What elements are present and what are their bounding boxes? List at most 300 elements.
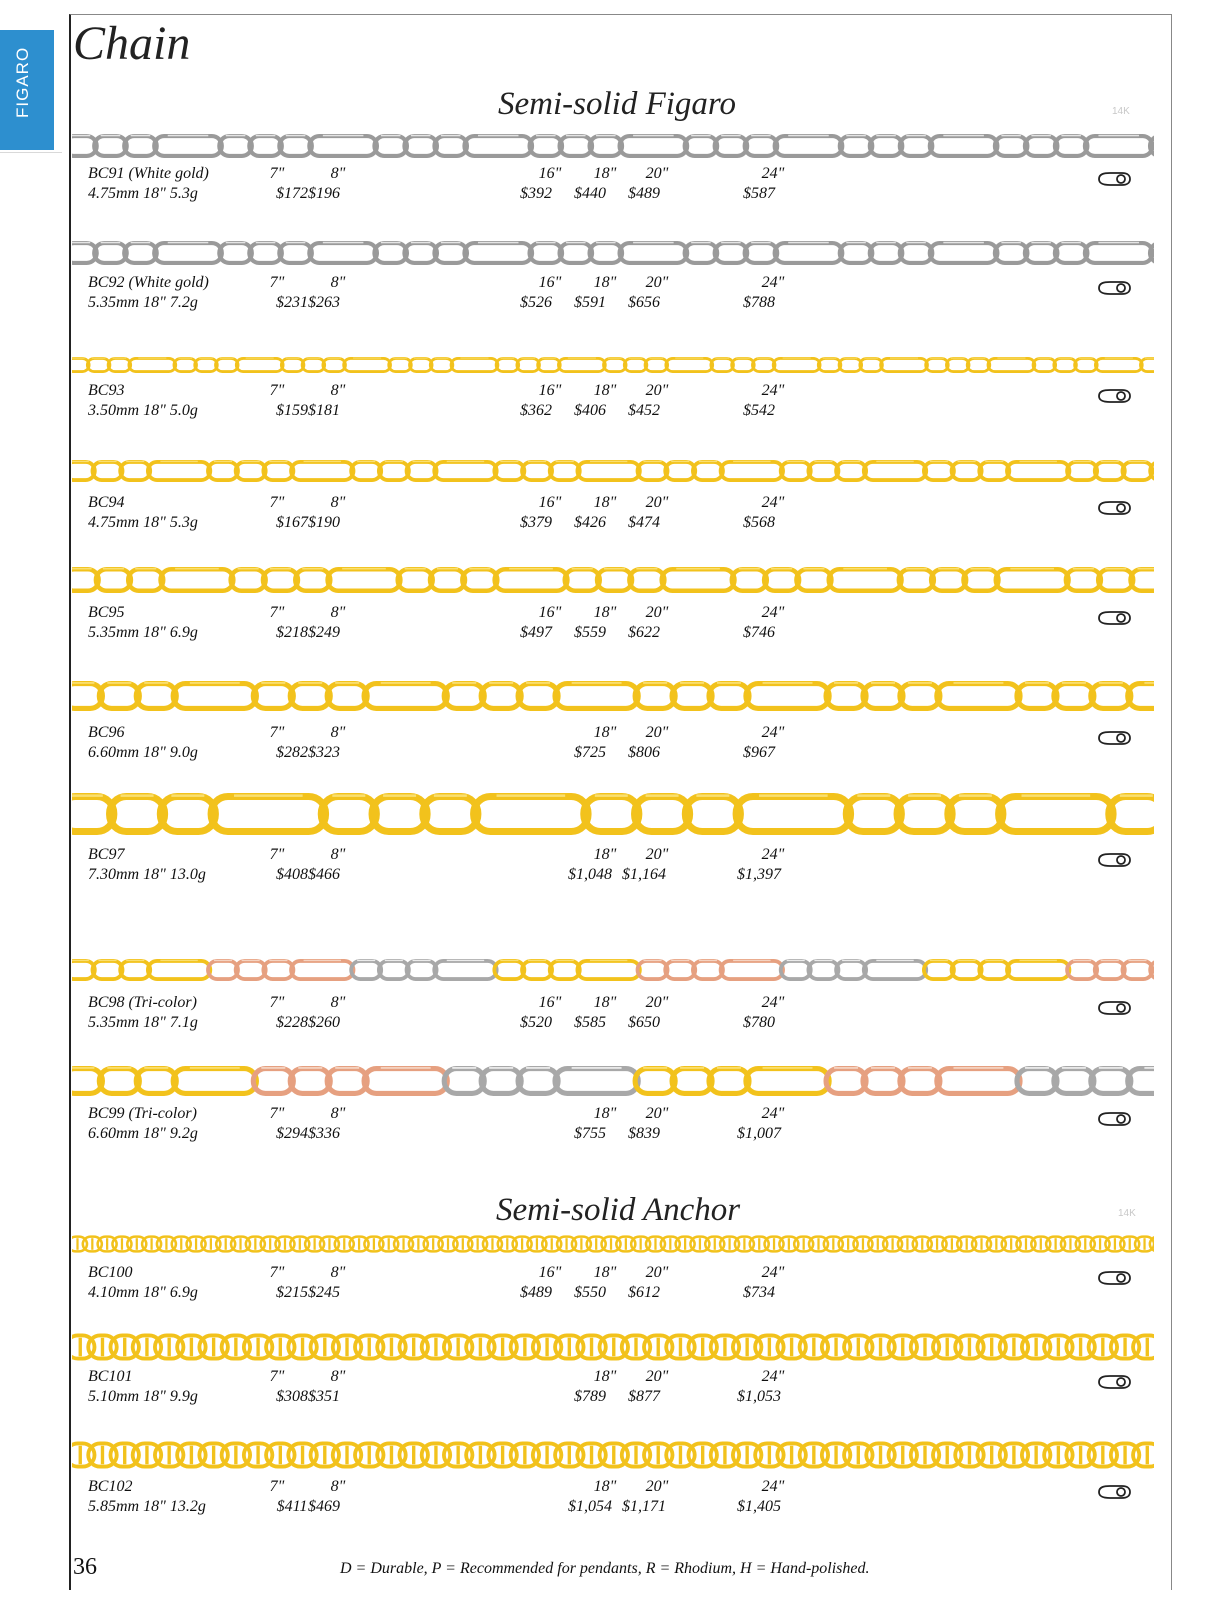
chain-link-short — [836, 961, 866, 979]
price-16: $526 — [520, 294, 552, 311]
chain-link-long — [864, 961, 926, 979]
chain-link-highlight — [246, 358, 274, 359]
chain-link-short — [995, 136, 1028, 156]
product-row — [72, 1478, 1154, 1522]
chain-link-highlight — [596, 135, 616, 136]
chain-link-highlight — [871, 682, 895, 684]
size-label-16: 16" — [538, 274, 562, 291]
chain-link-short — [327, 684, 367, 709]
chain-link-highlight — [958, 960, 976, 961]
chain-link-short — [1091, 684, 1131, 709]
chain-link-highlight — [844, 358, 858, 359]
chain-link-highlight — [970, 568, 991, 570]
chain-link-short — [398, 569, 433, 591]
anchor-link — [1133, 1443, 1154, 1466]
chain-link-long — [364, 684, 447, 709]
chain-link-highlight — [171, 794, 204, 796]
chain-link-highlight — [846, 242, 866, 243]
price-20: $877 — [628, 1388, 660, 1405]
chain-link-highlight — [413, 461, 431, 462]
lobster-clasp-icon — [1096, 730, 1132, 746]
chain-link-short — [295, 569, 330, 591]
chain-link-short — [590, 243, 623, 263]
chain-link-highlight — [568, 358, 596, 359]
lobster-clasp-icon — [1096, 610, 1132, 626]
chain-link-highlight — [906, 568, 927, 570]
chain-link-highlight — [908, 794, 941, 796]
product-code: BC91 (White gold) — [88, 165, 209, 182]
chain-link-short — [87, 358, 110, 371]
chain-link-highlight — [226, 242, 246, 243]
chain-link-short — [808, 462, 838, 480]
chain-illustration — [72, 1440, 1154, 1470]
chain-link-short — [946, 358, 969, 371]
chain-link-short — [407, 961, 437, 979]
chain-link-short — [638, 462, 668, 480]
chain-link-short — [1066, 569, 1101, 591]
chain-link-short — [1091, 1069, 1131, 1094]
chain-link-highlight — [381, 135, 401, 136]
chain-link-highlight — [759, 794, 828, 796]
chain-link-short — [1055, 136, 1088, 156]
chain-image — [72, 1332, 1154, 1362]
chain-link-highlight — [857, 794, 890, 796]
price-18: $406 — [574, 402, 606, 419]
chain-link-highlight — [509, 568, 553, 570]
chain-link-highlight — [633, 242, 674, 243]
product-row — [72, 994, 1154, 1038]
chain-link-highlight — [1101, 960, 1119, 961]
chain-link-highlight — [757, 358, 771, 359]
chain-link-highlight — [842, 461, 860, 462]
size-label-16: 16" — [538, 165, 562, 182]
price-8: $196 — [308, 185, 340, 202]
clasp-ring — [1117, 614, 1125, 622]
chain-link-highlight — [834, 682, 858, 684]
chain-link-short — [963, 569, 998, 591]
chain-link-short — [136, 1069, 176, 1094]
chain-link-highlight — [521, 358, 535, 359]
chain-link-highlight — [787, 960, 805, 961]
chain-link-short — [781, 961, 811, 979]
chain-link-highlight — [643, 682, 667, 684]
chain-link-short — [1122, 961, 1152, 979]
chain-link-highlight — [1128, 461, 1146, 462]
chain-link-long — [434, 961, 496, 979]
chain-link-highlight — [572, 568, 593, 570]
size-label-7: 7" — [269, 1264, 285, 1281]
chain-image — [72, 1234, 1154, 1254]
chain-image — [72, 240, 1154, 266]
chain-link-highlight — [413, 960, 431, 961]
product-row — [72, 604, 1154, 648]
chain-link-short — [96, 569, 131, 591]
chain-link-long — [773, 358, 820, 371]
section-title-figaro: Semi-solid Figaro — [498, 86, 737, 122]
chain-link-short — [995, 243, 1028, 263]
chain-link-highlight — [814, 461, 832, 462]
product-spec: 6.60mm 18" 9.2g — [88, 1125, 198, 1142]
size-label-24: 24" — [761, 846, 785, 863]
chain-link-short — [124, 243, 157, 263]
chain-link-short — [826, 1069, 866, 1094]
chain-link-long — [464, 136, 532, 156]
chain-link-highlight — [160, 461, 197, 462]
price-8: $466 — [308, 866, 340, 883]
chain-link-long — [148, 462, 210, 480]
chain-link-short — [900, 136, 933, 156]
chain-link-short — [94, 243, 127, 263]
product-row — [72, 724, 1154, 768]
chain-link-short — [120, 961, 150, 979]
chain-illustration — [72, 566, 1154, 594]
chain-link-short — [423, 797, 478, 832]
chain-link-highlight — [411, 135, 431, 136]
chain-link-highlight — [101, 242, 121, 243]
chain-illustration — [72, 680, 1154, 712]
chain-link-long — [937, 1069, 1020, 1094]
price-18: $1,054 — [568, 1498, 612, 1515]
price-16: $362 — [520, 402, 552, 419]
chain-link-highlight — [676, 568, 720, 570]
size-label-24: 24" — [761, 604, 785, 621]
chain-link-highlight — [304, 461, 341, 462]
chain-link-highlight — [680, 1067, 704, 1069]
chain-link-short — [550, 961, 580, 979]
chain-link-highlight — [972, 358, 986, 359]
chain-link-highlight — [864, 358, 878, 359]
product-code: BC97 — [88, 846, 125, 863]
size-label-24: 24" — [761, 1105, 785, 1122]
chain-link-highlight — [1099, 1067, 1123, 1069]
chain-link-short — [900, 684, 940, 709]
chain-link-long — [988, 358, 1035, 371]
chain-link-highlight — [906, 135, 926, 136]
chain-link-highlight — [489, 682, 513, 684]
chain-link-highlight — [226, 135, 246, 136]
chain-link-short — [263, 462, 293, 480]
chain-link-long — [211, 797, 325, 832]
lobster-clasp-icon — [1096, 852, 1132, 868]
chain-link-highlight — [1128, 960, 1146, 961]
size-label-20: 20" — [645, 994, 669, 1011]
size-label-7: 7" — [269, 165, 285, 182]
size-label-16: 16" — [538, 994, 562, 1011]
price-24: $788 — [743, 294, 775, 311]
chain-link-short — [840, 136, 873, 156]
price-7: $231 — [276, 294, 308, 311]
size-label-16: 16" — [538, 1264, 562, 1281]
price-20: $474 — [628, 514, 660, 531]
chain-link-short — [323, 358, 346, 371]
chain-link-highlight — [1145, 358, 1154, 359]
chain-link-highlight — [1073, 568, 1094, 570]
size-label-18: 18" — [593, 604, 617, 621]
size-label-8: 8" — [330, 1105, 346, 1122]
clasp-ring — [1117, 734, 1125, 742]
chain-link-highlight — [536, 242, 556, 243]
chain-link-highlight — [261, 682, 285, 684]
chain-link-short — [94, 136, 127, 156]
chain-link-short — [629, 569, 664, 591]
chain-link-highlight — [214, 461, 232, 462]
chain-link-highlight — [131, 242, 151, 243]
size-label-20: 20" — [645, 1105, 669, 1122]
chain-link-short — [899, 569, 934, 591]
clasp-ring — [1117, 175, 1125, 183]
chain-link-short — [174, 358, 197, 371]
chain-link-highlight — [736, 358, 750, 359]
chain-link-highlight — [803, 568, 824, 570]
chain-link-highlight — [168, 242, 209, 243]
size-label-24: 24" — [761, 724, 785, 741]
chain-link-highlight — [178, 358, 192, 359]
size-label-8: 8" — [330, 994, 346, 1011]
chain-image — [72, 133, 1154, 159]
clasp-ring — [1117, 284, 1125, 292]
chain-link-short — [518, 1069, 558, 1094]
chain-link-highlight — [332, 794, 365, 796]
product-spec: 7.30mm 18" 13.0g — [88, 866, 206, 883]
price-7: $215 — [276, 1284, 308, 1301]
chain-image — [72, 680, 1154, 712]
chain-link-highlight — [500, 461, 518, 462]
chain-link-highlight — [126, 461, 144, 462]
product-spec: 4.75mm 18" 5.3g — [88, 514, 198, 531]
chain-link-highlight — [327, 358, 341, 359]
price-8: $469 — [308, 1498, 340, 1515]
chain-link-highlight — [788, 135, 829, 136]
chain-link-highlight — [526, 1067, 550, 1069]
chain-link-highlight — [72, 358, 85, 359]
chain-link-highlight — [556, 461, 574, 462]
chain-link-highlight — [381, 1067, 431, 1069]
chain-link-highlight — [590, 461, 627, 462]
chain-link-highlight — [1001, 242, 1021, 243]
chain-link-short — [796, 569, 831, 591]
price-7: $159 — [276, 402, 308, 419]
clasp-ring — [1117, 392, 1125, 400]
product-spec: 4.75mm 18" 5.3g — [88, 185, 198, 202]
chain-link-short — [249, 243, 282, 263]
size-label-8: 8" — [330, 165, 346, 182]
chain-link-highlight — [414, 358, 428, 359]
chain-link-highlight — [72, 682, 94, 684]
size-label-18: 18" — [593, 994, 617, 1011]
price-20: $839 — [628, 1125, 660, 1142]
chain-link-highlight — [1144, 1067, 1154, 1069]
chain-link-short — [410, 358, 433, 371]
product-spec: 5.35mm 18" 7.2g — [88, 294, 198, 311]
chain-link-highlight — [733, 960, 770, 961]
chain-link-highlight — [526, 682, 550, 684]
chain-link-short — [231, 569, 266, 591]
chain-link-long — [1007, 462, 1069, 480]
size-label-24: 24" — [761, 1368, 785, 1385]
product-row — [72, 165, 1154, 209]
chain-link-highlight — [771, 568, 792, 570]
chain-link-long — [555, 1069, 638, 1094]
chain-link-highlight — [876, 135, 896, 136]
chain-link-long — [864, 462, 926, 480]
chain-link-highlight — [286, 135, 306, 136]
price-18: $426 — [574, 514, 606, 531]
chain-link-short — [236, 462, 266, 480]
chain-link-highlight — [733, 461, 770, 462]
chain-link-short — [732, 358, 755, 371]
chain-link-short — [253, 684, 293, 709]
chain-link-long — [577, 462, 639, 480]
size-label-18: 18" — [593, 1264, 617, 1281]
size-label-20: 20" — [645, 604, 669, 621]
price-24: $746 — [743, 624, 775, 641]
chain-link-long — [555, 684, 638, 709]
price-7: $167 — [276, 514, 308, 531]
chain-link-highlight — [101, 135, 121, 136]
chain-link-highlight — [302, 568, 323, 570]
chain-link-highlight — [650, 358, 664, 359]
chain-link-long — [148, 961, 210, 979]
chain-link-short — [709, 684, 749, 709]
clasp-ring — [1117, 1378, 1125, 1386]
clasp-ring — [1117, 1004, 1125, 1012]
price-18: $559 — [574, 624, 606, 641]
chain-link-highlight — [269, 960, 287, 961]
chain-link-highlight — [717, 682, 741, 684]
chain-link-highlight — [304, 960, 341, 961]
price-24: $780 — [743, 1014, 775, 1031]
chain-link-long — [1095, 358, 1142, 371]
chain-link-short — [462, 569, 497, 591]
chain-link-short — [430, 569, 465, 591]
chain-link-highlight — [1144, 682, 1154, 684]
size-label-24: 24" — [761, 994, 785, 1011]
chain-link-highlight — [261, 1067, 285, 1069]
chain-link-short — [948, 797, 1003, 832]
chain-link-short — [120, 462, 150, 480]
chain-link-long — [364, 1069, 447, 1094]
chain-link-highlight — [834, 1067, 858, 1069]
chain-link-highlight — [1062, 1067, 1086, 1069]
chain-link-highlight — [1061, 135, 1081, 136]
chain-link-short — [685, 243, 718, 263]
chain-link-highlight — [1001, 135, 1021, 136]
chain-link-long — [829, 569, 902, 591]
chain-link-short — [752, 358, 775, 371]
section-tab-label: FIGARO — [13, 46, 32, 118]
chain-link-highlight — [342, 568, 386, 570]
clasp-ring — [1117, 1488, 1125, 1496]
chain-link-short — [863, 1069, 903, 1094]
chain-link-short — [818, 358, 841, 371]
chain-link-highlight — [528, 960, 546, 961]
chain-link-short — [1067, 462, 1097, 480]
chain-link-short — [219, 243, 252, 263]
chain-link-highlight — [556, 960, 574, 961]
chain-link-highlight — [823, 358, 837, 359]
size-label-20: 20" — [645, 382, 669, 399]
chain-link-long — [495, 569, 568, 591]
chain-link-highlight — [787, 461, 805, 462]
chain-link-highlight — [452, 1067, 476, 1069]
chain-link-short — [374, 136, 407, 156]
tab-divider — [0, 152, 62, 153]
size-label-18: 18" — [593, 1105, 617, 1122]
chain-link-short — [1033, 358, 1056, 371]
chain-link-short — [290, 1069, 330, 1094]
chain-link-highlight — [357, 960, 375, 961]
chain-link-highlight — [72, 242, 90, 243]
price-8: $249 — [308, 624, 340, 641]
size-label-7: 7" — [269, 1478, 285, 1495]
size-label-20: 20" — [645, 165, 669, 182]
chain-link-highlight — [566, 242, 586, 243]
chain-link-short — [635, 797, 690, 832]
price-16: $379 — [520, 514, 552, 531]
chain-link-short — [92, 462, 122, 480]
lobster-clasp-icon — [1096, 500, 1132, 516]
size-label-8: 8" — [330, 494, 346, 511]
chain-link-short — [967, 358, 990, 371]
chain-link-short — [1025, 243, 1058, 263]
chain-link-highlight — [138, 358, 166, 359]
chain-link-highlight — [721, 135, 741, 136]
chain-link-short — [926, 358, 949, 371]
chain-link-highlight — [959, 794, 992, 796]
lobster-clasp-icon — [1096, 280, 1132, 296]
chain-link-short — [1025, 136, 1058, 156]
chain-link-highlight — [596, 242, 616, 243]
chain-link-highlight — [489, 1067, 513, 1069]
chain-link-long — [291, 961, 353, 979]
chain-link-long — [999, 797, 1113, 832]
chain-link-highlight — [190, 682, 240, 684]
anchor-link — [1133, 1335, 1154, 1358]
chain-link-short — [216, 358, 239, 371]
chain-link-long — [746, 1069, 829, 1094]
chain-link-short — [693, 961, 723, 979]
size-label-7: 7" — [269, 274, 285, 291]
price-18: $585 — [574, 1014, 606, 1031]
chain-link-highlight — [604, 568, 625, 570]
chain-link-short — [1017, 1069, 1057, 1094]
chain-link-short — [538, 358, 561, 371]
chain-link-highlight — [943, 135, 984, 136]
chain-link-highlight — [286, 242, 306, 243]
chain-link-highlight — [447, 960, 484, 961]
chain-link-long — [291, 462, 353, 480]
size-label-8: 8" — [330, 604, 346, 621]
chain-link-short — [839, 358, 862, 371]
chain-link-highlight — [814, 960, 832, 961]
chain-link-short — [781, 462, 811, 480]
size-label-7: 7" — [269, 724, 285, 741]
chain-link-short — [236, 961, 266, 979]
size-label-7: 7" — [269, 494, 285, 511]
product-spec: 4.10mm 18" 6.9g — [88, 1284, 198, 1301]
chain-link-short — [745, 243, 778, 263]
product-code: BC102 — [88, 1478, 133, 1495]
chain-link-short — [327, 1069, 367, 1094]
price-24: $568 — [743, 514, 775, 531]
chain-link-short — [624, 358, 647, 371]
price-18: $1,048 — [568, 866, 612, 883]
chain-link-short — [321, 797, 376, 832]
price-18: $591 — [574, 294, 606, 311]
chain-link-long — [154, 136, 222, 156]
chain-link-short — [1054, 1069, 1094, 1094]
chain-link-highlight — [405, 568, 426, 570]
